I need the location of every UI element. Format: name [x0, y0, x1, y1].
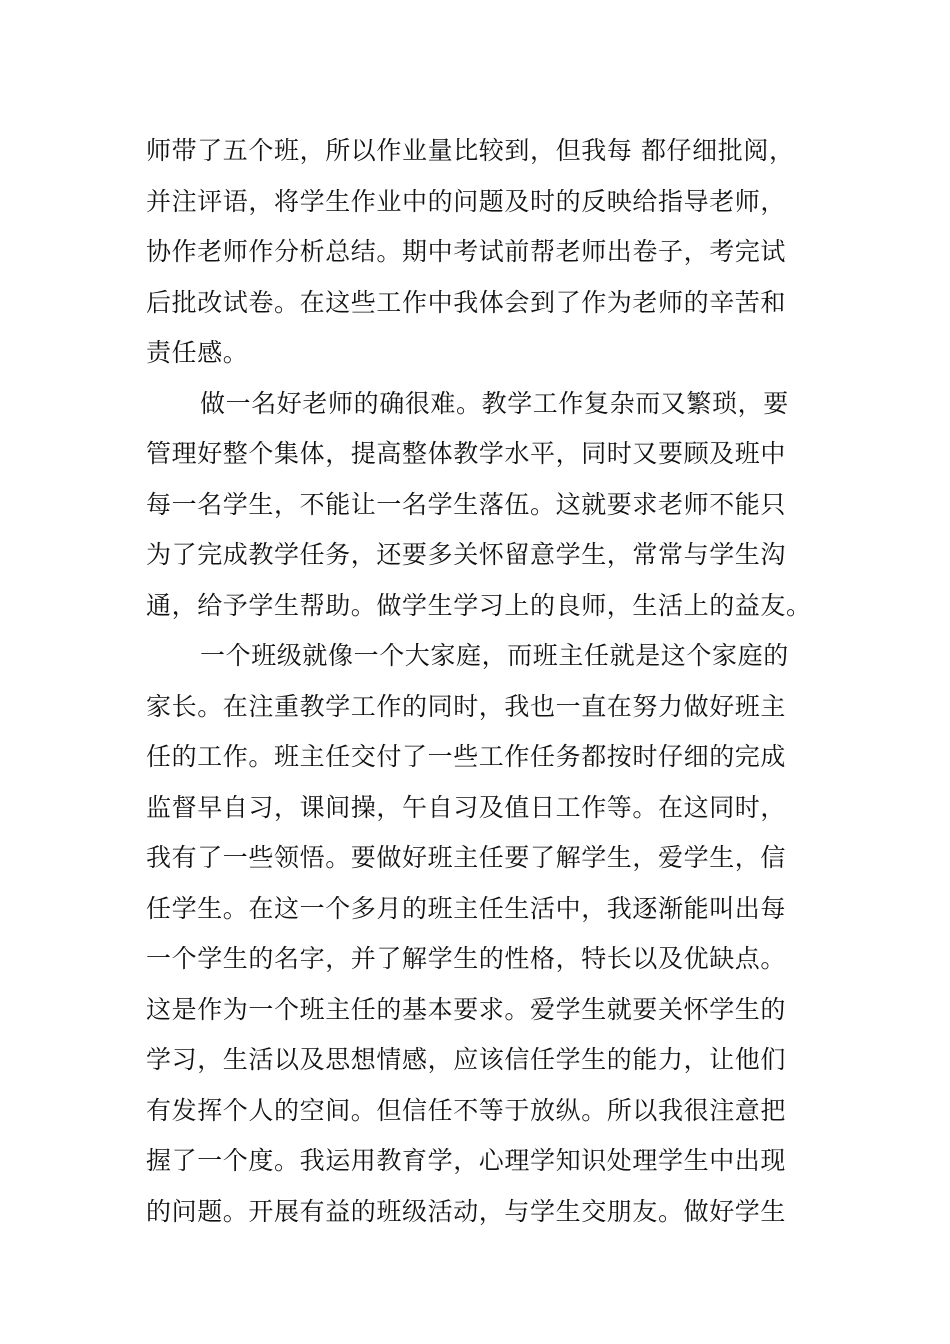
text-line: 任的工作。班主任交付了一些工作任务都按时仔细的完成: [146, 742, 787, 771]
text-line: 一个学生的名字，并了解学生的性格，特长以及优缺点。: [146, 944, 787, 973]
text-line: 监督早自习，课间操，午自习及值日工作等。在这同时，: [146, 792, 787, 822]
text-line: 并注评语，将学生作业中的问题及时的反映给指导老师，: [146, 186, 787, 216]
text-line: 这是作为一个班主任的基本要求。爱学生就要关怀学生的: [146, 994, 787, 1024]
text-line: 任学生。在这一个多月的班主任生活中，我逐渐能叫出每: [146, 893, 787, 923]
paragraph-start-line: 一个班级就像一个大家庭，而班主任就是这个家庭的: [200, 641, 789, 670]
text-line: 学习，生活以及思想情感，应该信任学生的能力，让他们: [146, 1045, 787, 1074]
text-line: 通，给予学生帮助。做学生学习上的良师，生活上的益友。: [146, 590, 812, 620]
text-line: 协作老师作分析总结。期中考试前帮老师出卷子，考完试: [146, 237, 787, 266]
text-line: 有发挥个人的空间。但信任不等于放纵。所以我很注意把: [146, 1095, 787, 1125]
text-line: 责任感。: [146, 338, 249, 367]
text-line: 每一名学生，不能让一名学生落伍。这就要求老师不能只: [146, 489, 787, 519]
text-line: 握了一个度。我运用教育学，心理学知识处理学生中出现: [146, 1146, 787, 1175]
paragraph-start-line: 做一名好老师的确很难。教学工作复杂而又繁琐，要: [200, 388, 789, 418]
text-line: 我有了一些领悟。要做好班主任要了解学生，爱学生，信: [146, 843, 787, 872]
text-line: 的问题。开展有益的班级活动，与学生交朋友。做好学生: [146, 1196, 787, 1226]
text-line: 师带了五个班，所以作业量比较到，但我每 都仔细批阅，: [146, 136, 795, 165]
text-line: 为了完成教学任务，还要多关怀留意学生，常常与学生沟: [146, 540, 787, 569]
document-body: [146, 126, 812, 1237]
text-line: 后批改试卷。在这些工作中我体会到了作为老师的辛苦和: [146, 287, 787, 317]
text-line: 家长。在注重教学工作的同时，我也一直在努力做好班主: [146, 691, 787, 721]
text-line: 管理好整个集体，提高整体教学水平，同时又要顾及班中: [146, 439, 787, 468]
